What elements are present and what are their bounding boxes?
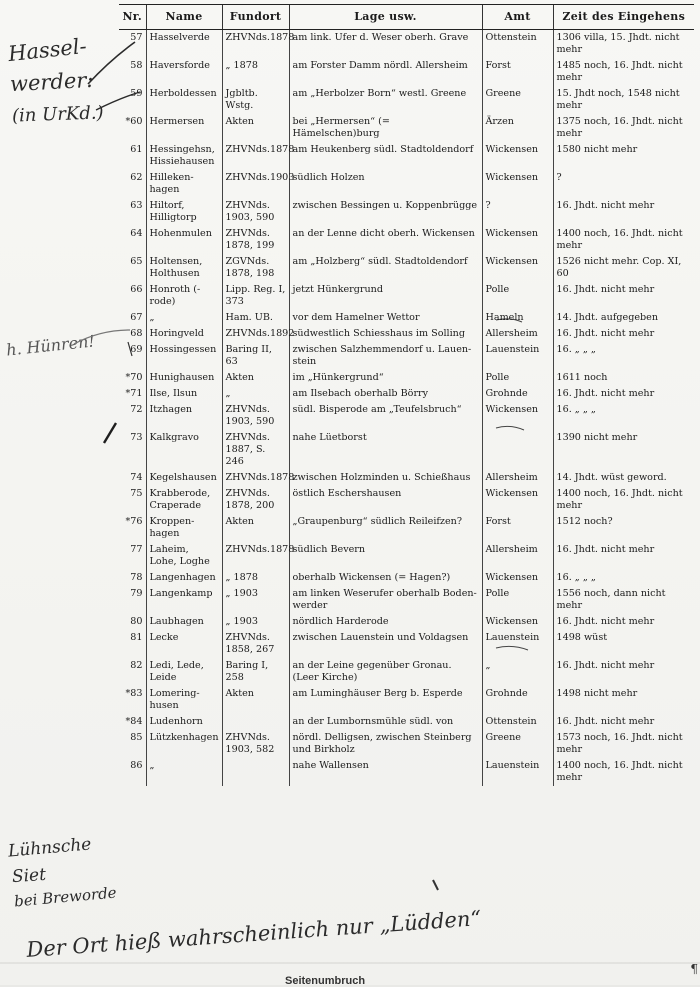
table-row	[119, 142, 694, 170]
place-name-cell: Hunighausen	[146, 370, 222, 386]
source-cell: ZHVNds.1878	[222, 142, 289, 170]
location-cell: östlich Eschershausen	[289, 486, 482, 514]
location-cell: an der Leine gegenüber Gronau. (Leer Kirche)	[289, 658, 482, 686]
location-cell: „Graupenburg“ südlich Reileifzen?	[289, 514, 482, 542]
district-cell: Wickensen	[482, 142, 553, 170]
location-cell: oberhalb Wickensen (= Hagen?)	[289, 570, 482, 586]
district-cell: Grohnde	[482, 686, 553, 714]
row-number-cell: *84	[125, 716, 143, 727]
row-number-cell: *70	[125, 372, 143, 383]
source-cell: Baring II, 63	[222, 342, 289, 370]
place-name-cell: Herboldessen	[146, 86, 222, 114]
district-cell: Polle	[482, 586, 553, 614]
row-number-cell: 66	[130, 284, 143, 295]
row-number-cell: 61	[130, 144, 143, 155]
source-cell	[222, 714, 289, 730]
place-name-cell: Hossingessen	[146, 342, 222, 370]
place-name-cell: Ledi, Lede, Leide	[146, 658, 222, 686]
district-cell: Wickensen	[482, 486, 553, 514]
table-row	[119, 370, 694, 386]
district-cell	[482, 430, 553, 470]
table-row	[119, 486, 694, 514]
table-row	[119, 386, 694, 402]
abandonment-period-cell: 1400 noch, 16. Jhdt. nicht mehr	[553, 758, 694, 786]
location-cell: am „Herbolzer Born“ westl. Greene	[289, 86, 482, 114]
location-cell: am Heukenberg südl. Stadtoldendorf	[289, 142, 482, 170]
table-row	[119, 470, 694, 486]
place-name-cell: Lomering- husen	[146, 686, 222, 714]
source-cell: ZHVNds.1878	[222, 30, 289, 59]
table-row	[119, 254, 694, 282]
source-cell: ZHVNds. 1903, 590	[222, 402, 289, 430]
row-number-cell: 65	[130, 256, 143, 267]
source-cell: Akten	[222, 686, 289, 714]
source-cell: ZHVNds. 1878, 199	[222, 226, 289, 254]
source-cell: ZHVNds. 1878, 200	[222, 486, 289, 514]
place-name-cell: Ilse, Ilsun	[146, 386, 222, 402]
district-cell: Greene	[482, 730, 553, 758]
row-number-cell: 85	[130, 732, 143, 743]
place-name-cell: Haversforde	[146, 58, 222, 86]
abandonment-period-cell: 16. „ „ „	[553, 570, 694, 586]
row-number-cell: 72	[130, 404, 143, 415]
location-cell: zwischen Salzhemmendorf u. Lauen- stein	[289, 342, 482, 370]
abandonment-period-cell: 16. Jhdt. nicht mehr	[553, 714, 694, 730]
source-cell: ZHVNds.1878	[222, 470, 289, 486]
table-row	[119, 714, 694, 730]
place-name-cell: Kroppen- hagen	[146, 514, 222, 542]
row-number-cell: *60	[125, 116, 143, 127]
row-number-cell: 73	[130, 432, 143, 443]
location-cell: am Forster Damm nördl. Allersheim	[289, 58, 482, 86]
source-cell: Ham. UB.	[222, 310, 289, 326]
location-cell: im „Hünkergrund“	[289, 370, 482, 386]
abandonment-period-cell: 16. Jhdt. nicht mehr	[553, 282, 694, 310]
place-name-cell: „	[146, 310, 222, 326]
column-header-nr: Nr.	[119, 5, 146, 30]
district-cell: Hameln	[482, 310, 553, 326]
abandonment-period-cell: 16. Jhdt. nicht mehr	[553, 542, 694, 570]
source-cell: Lipp. Reg. I, 373	[222, 282, 289, 310]
abandonment-period-cell: 14. Jhdt. wüst geword.	[553, 470, 694, 486]
location-cell: südl. Bisperode am „Teufelsbruch“	[289, 402, 482, 430]
abandonment-period-cell: 1306 villa, 15. Jhdt. nicht mehr	[553, 30, 694, 59]
place-name-cell: Ludenhorn	[146, 714, 222, 730]
location-cell: nördl. Delligsen, zwischen Steinberg und Birkholz	[289, 730, 482, 758]
source-cell: Jgbltb. Wstg.	[222, 86, 289, 114]
row-number-cell: 63	[130, 200, 143, 211]
row-number-cell: 80	[130, 616, 143, 627]
column-header-fundort: Fundort	[222, 5, 289, 30]
location-cell: zwischen Lauenstein und Voldagsen	[289, 630, 482, 658]
district-cell: ?	[482, 198, 553, 226]
district-cell: Greene	[482, 86, 553, 114]
source-cell: ZHVNds. 1903, 582	[222, 730, 289, 758]
row-number-cell: 81	[130, 632, 143, 643]
abandonment-period-cell: 16. Jhdt. nicht mehr	[553, 614, 694, 630]
table-row	[119, 310, 694, 326]
source-cell	[222, 758, 289, 786]
location-cell: vor dem Hamelner Wettor	[289, 310, 482, 326]
abandonment-period-cell: ?	[553, 170, 694, 198]
district-cell: Allersheim	[482, 470, 553, 486]
source-cell: „	[222, 386, 289, 402]
table-row	[119, 326, 694, 342]
district-cell: Wickensen	[482, 254, 553, 282]
district-cell: Wickensen	[482, 226, 553, 254]
source-cell: ZGVNds. 1878, 198	[222, 254, 289, 282]
abandonment-period-cell: 1512 noch?	[553, 514, 694, 542]
abandonment-period-cell: 16. Jhdt. nicht mehr	[553, 326, 694, 342]
column-header-amt: Amt	[482, 5, 553, 30]
table-row	[119, 686, 694, 714]
abandonment-period-cell: 15. Jhdt noch, 1548 nicht mehr	[553, 86, 694, 114]
district-cell: Ottenstein	[482, 714, 553, 730]
place-name-cell: Hessingehsn, Hissiehausen	[146, 142, 222, 170]
column-header-name: Name	[146, 5, 222, 30]
table-row	[119, 658, 694, 686]
source-cell: Akten	[222, 114, 289, 142]
table-row	[119, 30, 694, 59]
abandonment-period-cell: 1400 noch, 16. Jhdt. nicht mehr	[553, 226, 694, 254]
table-row	[119, 402, 694, 430]
district-cell: Wickensen	[482, 402, 553, 430]
handwritten-note-bottom-line1: Lühnsche	[7, 834, 93, 862]
place-name-cell: Honroth (-rode)	[146, 282, 222, 310]
row-number-cell: 78	[130, 572, 143, 583]
source-cell: Akten	[222, 370, 289, 386]
row-number-cell: 82	[130, 660, 143, 671]
row-number-cell: 64	[130, 228, 143, 239]
district-cell: Polle	[482, 370, 553, 386]
row-number-cell: 67	[130, 312, 143, 323]
place-name-cell: Kalkgravo	[146, 430, 222, 470]
table-row	[119, 542, 694, 570]
location-cell: jetzt Hünkergrund	[289, 282, 482, 310]
district-cell: Wickensen	[482, 170, 553, 198]
location-cell: nahe Lüetborst	[289, 430, 482, 470]
abandonment-period-cell: 16. „ „ „	[553, 342, 694, 370]
row-number-cell: 75	[130, 488, 143, 499]
abandonment-period-cell: 16. „ „ „	[553, 402, 694, 430]
location-cell: am „Holzberg“ südl. Stadtoldendorf	[289, 254, 482, 282]
abandonment-period-cell: 1498 nicht mehr	[553, 686, 694, 714]
row-number-cell: 77	[130, 544, 143, 555]
row-number-cell: 62	[130, 172, 143, 183]
place-name-cell: Hilleken- hagen	[146, 170, 222, 198]
location-cell: an der Lenne dicht oberh. Wickensen	[289, 226, 482, 254]
source-cell: „ 1878	[222, 570, 289, 586]
pilcrow-icon: ¶	[690, 962, 698, 976]
location-cell: am link. Ufer d. Weser oberh. Grave	[289, 30, 482, 59]
place-name-cell: Langenhagen	[146, 570, 222, 586]
row-number-cell: 68	[130, 328, 143, 339]
abandonment-period-cell: 1375 noch, 16. Jhdt. nicht mehr	[553, 114, 694, 142]
location-cell: nördlich Harderode	[289, 614, 482, 630]
abandonment-period-cell: 16. Jhdt. nicht mehr	[553, 386, 694, 402]
place-name-cell: Horingveld	[146, 326, 222, 342]
abandonment-period-cell: 1390 nicht mehr	[553, 430, 694, 470]
abandonment-period-cell: 1580 nicht mehr	[553, 142, 694, 170]
row-number-cell: 58	[130, 60, 143, 71]
row-number-cell: *83	[125, 688, 143, 699]
location-cell: südlich Holzen	[289, 170, 482, 198]
place-name-cell: Kegelshausen	[146, 470, 222, 486]
column-header-lage: Lage usw.	[289, 5, 482, 30]
district-cell: Lauenstein	[482, 758, 553, 786]
location-cell: nahe Wallensen	[289, 758, 482, 786]
register-table	[119, 4, 694, 786]
district-cell: Allersheim	[482, 542, 553, 570]
place-name-cell: „	[146, 758, 222, 786]
table-row	[119, 342, 694, 370]
district-cell: Ärzen	[482, 114, 553, 142]
source-cell: ZHVNds. 1903, 590	[222, 198, 289, 226]
location-cell: südwestlich Schiesshaus im Solling	[289, 326, 482, 342]
abandonment-period-cell: 1573 noch, 16. Jhdt. nicht mehr	[553, 730, 694, 758]
place-name-cell: Hasselverde	[146, 30, 222, 59]
handwritten-note-bottom-line3: bei Breworde	[13, 883, 118, 911]
column-header-zeit: Zeit des Eingehens	[553, 5, 694, 30]
table-row	[119, 514, 694, 542]
row-number-cell: 69	[130, 344, 143, 355]
table-row	[119, 226, 694, 254]
table-row	[119, 758, 694, 786]
place-name-cell: Krabberode, Craperade	[146, 486, 222, 514]
source-cell: ZHVNds.1892	[222, 326, 289, 342]
place-name-cell: Langenkamp	[146, 586, 222, 614]
handwritten-note-bottom-long: Der Ort hieß wahrscheinlich nur „Lüdden“	[25, 906, 482, 962]
source-cell: „ 1903	[222, 614, 289, 630]
place-name-cell: Itzhagen	[146, 402, 222, 430]
table-row	[119, 58, 694, 86]
abandonment-period-cell: 1526 nicht mehr. Cop. XI, 60	[553, 254, 694, 282]
location-cell: an der Lumbornsmühle südl. von	[289, 714, 482, 730]
handwritten-note-hasselwerder-line3: (in UrKd.)	[11, 102, 104, 127]
table-row	[119, 630, 694, 658]
place-name-cell: Laheim, Lohe, Loghe	[146, 542, 222, 570]
table-row	[119, 282, 694, 310]
table-row	[119, 86, 694, 114]
location-cell: zwischen Bessingen u. Koppenbrügge	[289, 198, 482, 226]
source-cell: „ 1878	[222, 58, 289, 86]
row-number-cell: 59	[130, 88, 143, 99]
place-name-cell: Hohenmulen	[146, 226, 222, 254]
table-header-row	[119, 5, 694, 30]
district-cell: Wickensen	[482, 614, 553, 630]
table-row	[119, 430, 694, 470]
location-cell: am Luminghäuser Berg b. Esperde	[289, 686, 482, 714]
row-number-cell: 79	[130, 588, 143, 599]
row-number-cell: 57	[130, 32, 143, 43]
source-cell: ZHVNds.1903	[222, 170, 289, 198]
table-row	[119, 586, 694, 614]
abandonment-period-cell: 16. Jhdt. nicht mehr	[553, 658, 694, 686]
table-row	[119, 170, 694, 198]
handwritten-note-bottom-line2: Siet	[11, 864, 47, 888]
district-cell: Lauenstein	[482, 342, 553, 370]
district-cell: Wickensen	[482, 570, 553, 586]
source-cell: Akten	[222, 514, 289, 542]
source-cell: „ 1903	[222, 586, 289, 614]
place-name-cell: Lecke	[146, 630, 222, 658]
row-number-cell: 86	[130, 760, 143, 771]
source-cell: Baring I, 258	[222, 658, 289, 686]
row-number-cell: *71	[125, 388, 143, 399]
abandonment-period-cell: 1611 noch	[553, 370, 694, 386]
table-row	[119, 614, 694, 630]
handwritten-note-hasselwerder-line2: werder:	[9, 67, 95, 97]
abandonment-period-cell: 1498 wüst	[553, 630, 694, 658]
abandonment-period-cell: 14. Jhdt. aufgegeben	[553, 310, 694, 326]
abandonment-period-cell: 1485 noch, 16. Jhdt. nicht mehr	[553, 58, 694, 86]
abandonment-period-cell: 1400 noch, 16. Jhdt. nicht mehr	[553, 486, 694, 514]
table-row	[119, 570, 694, 586]
abandonment-period-cell: 1556 noch, dann nicht mehr	[553, 586, 694, 614]
location-cell: zwischen Holzminden u. Schießhaus	[289, 470, 482, 486]
place-name-cell: Hiltorf, Hilligtorp	[146, 198, 222, 226]
location-cell: am Ilsebach oberhalb Börry	[289, 386, 482, 402]
handwritten-note-hasselwerder-line1: Hassel-	[6, 33, 88, 67]
place-name-cell: Laubhagen	[146, 614, 222, 630]
location-cell: südlich Bevern	[289, 542, 482, 570]
place-name-cell: Lützkenhagen	[146, 730, 222, 758]
district-cell: Lauenstein	[482, 630, 553, 658]
page-break-label: Seitenumbruch	[285, 975, 366, 987]
row-number-cell: 74	[130, 472, 143, 483]
location-cell: bei „Hermersen“ (= Hämelschen)burg	[289, 114, 482, 142]
table-row	[119, 198, 694, 226]
handwritten-note-honroth: h. Hünren!	[5, 331, 96, 360]
source-cell: ZHVNds. 1858, 267	[222, 630, 289, 658]
district-cell: Forst	[482, 58, 553, 86]
place-name-cell: Holtensen, Holthusen	[146, 254, 222, 282]
register-table-container	[119, 4, 694, 879]
place-name-cell: Hermersen	[146, 114, 222, 142]
row-number-cell: *76	[125, 516, 143, 527]
table-row	[119, 114, 694, 142]
district-cell: Allersheim	[482, 326, 553, 342]
district-cell: Ottenstein	[482, 30, 553, 59]
abandonment-period-cell: 16. Jhdt. nicht mehr	[553, 198, 694, 226]
table-row	[119, 730, 694, 758]
district-cell: Grohnde	[482, 386, 553, 402]
source-cell: ZHVNds. 1887, S. 246	[222, 430, 289, 470]
district-cell: „	[482, 658, 553, 686]
district-cell: Forst	[482, 514, 553, 542]
district-cell: Polle	[482, 282, 553, 310]
source-cell: ZHVNds.1878	[222, 542, 289, 570]
location-cell: am linken Weserufer oberhalb Boden- werder	[289, 586, 482, 614]
